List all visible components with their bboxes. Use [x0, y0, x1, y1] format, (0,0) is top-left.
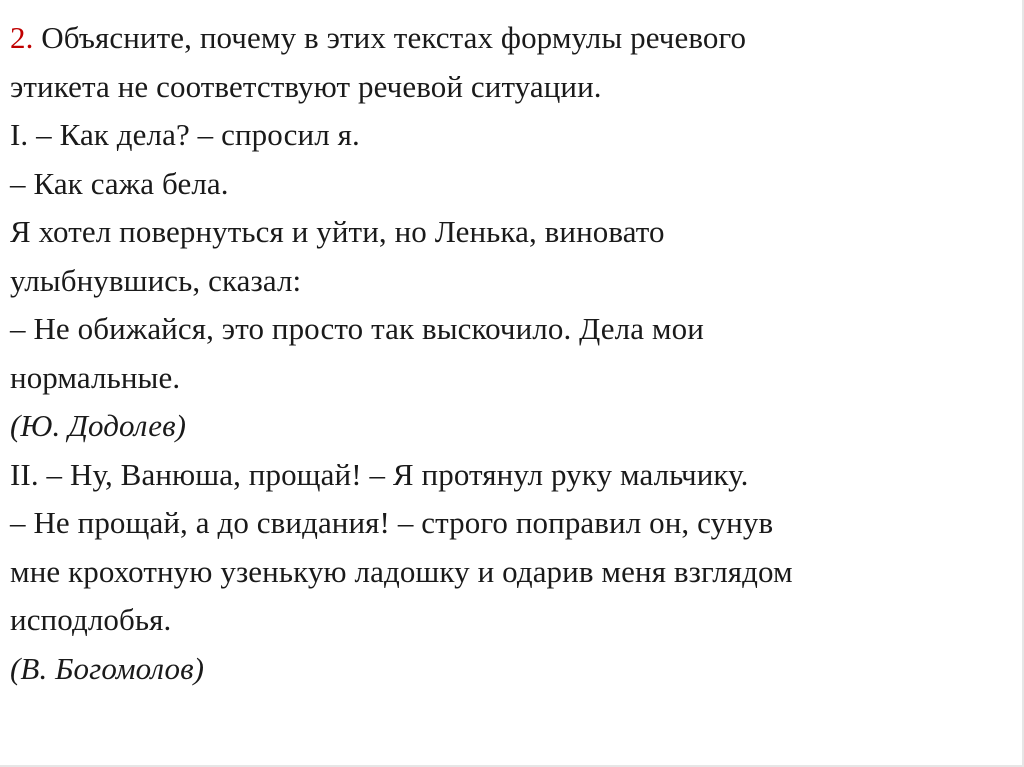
excerpt-2-line: мне крохотную узенькую ладошку и одарив меня взглядом: [10, 553, 793, 589]
excerpt-2-line: исподлобья.: [10, 602, 172, 637]
excerpt-2-line: – Не прощай, а до свидания! – строго поправил он, сунув: [10, 505, 774, 540]
excerpt-1-line: улыбнувшись, сказал:: [10, 262, 302, 298]
excerpt-1-source: (Ю. Додолев): [10, 408, 187, 443]
excerpt-1-line: – Как сажа бела.: [10, 165, 229, 201]
task-line-1: [10, 14, 1014, 63]
excerpt-2-line: II. – Ну, Ванюша, прощай! – Я протянул руку мальчику.: [10, 456, 749, 492]
excerpt-1-line: нормальные.: [10, 359, 181, 395]
task-line-2: этикета не соответствуют речевой ситуации.: [10, 68, 602, 104]
excerpt-2-source: (В. Богомолов): [10, 650, 205, 686]
excerpt-1-line: Я хотел повернуться и уйти, но Ленька, виновато: [10, 214, 665, 249]
excerpt-1-line: I. – Как дела? – спросил я.: [10, 117, 360, 152]
slide-text: [10, 14, 1014, 693]
task-text-1: Объясните, почему в этих текстах формулы речевого: [33, 20, 747, 55]
excerpt-1-line: – Не обижайся, это просто так выскочило. Дела мои: [10, 311, 704, 346]
task-number: 2.: [10, 20, 34, 55]
